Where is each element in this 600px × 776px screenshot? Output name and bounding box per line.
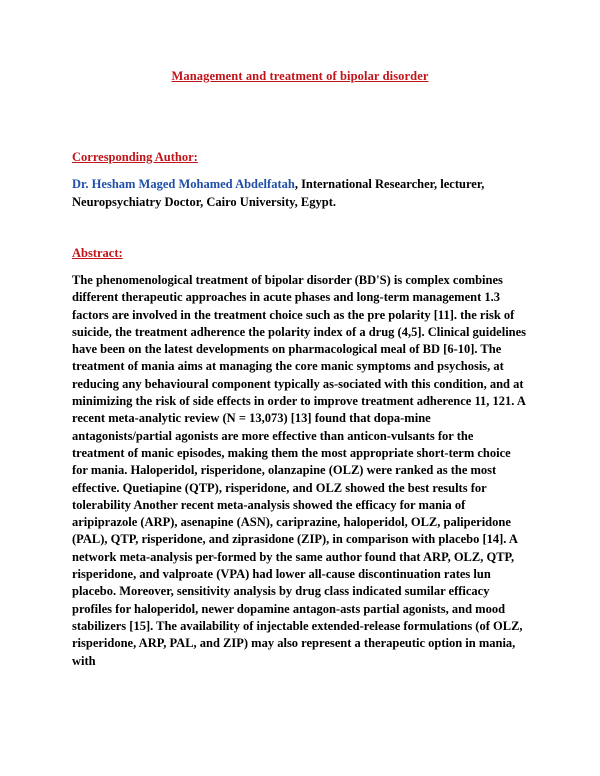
document-title: Management and treatment of bipolar disorder: [171, 69, 429, 83]
author-info: [72, 175, 532, 211]
abstract-text: The phenomenological treatment of bipolar disorder (BD'S) is complex combines different therapeutic approaches in acute phases and long-term management 1.3 factors are involved in the treatment choice such as the pre polarity [11]. the risk of suicide, the treatment adherence the polarity index of a drug (4,5]. Clinical guidelines have been on the latest developments on pharmacological meal of BD [6-10]. The treatment of mania aims at managing the core manic symptoms and psychosis, at reducing any behavioural component typically as-sociated with this condition, and at minimizing the risk of side effects in order to improve treatment adherence 11, 121. A recent meta-analytic review (N = 13,073) [13] found that dopa-mine antagonists/partial agonists are more effective than anticon-vulsants for the treatment of manic episodes, making them the most appropriate short-term choice for mania. Haloperidol, risperidone, olanzapine (OLZ) were ranked as the most effective. Quetiapine (QTP), risperidone, and OLZ showed the best results for tolerability Another recent meta-analysis showed the efficacy for mania of aripiprazole (ARP), asenapine (ASN), cariprazine, haloperidol, OLZ, paliperidone (PAL), QTP, risperidone, and ziprasidone (ZIP), in comparison with placebo [14]. A network meta-analysis per-formed by the same author found that ARP, OLZ, QTP, risperidone, and valproate (VPA) had lower all-cause discontinuation rates lun placebo. Moreover, sensitivity analysis by drug class indicated sumilar efficacy profiles for haloperidol, newer dopamine antagon-asts partial agonists, and mood stabilizers [15]. The availability of injectable extended-release formulations (of OLZ, risperidone, ARP, PAL, and ZIP) may also represent a therapeutic option in mania, with: [72, 273, 527, 668]
author-name: Dr. Hesham Maged Mohamed Abdelfatah: [72, 177, 295, 191]
abstract-heading: Abstract:: [72, 246, 123, 260]
author-affiliation: , International Researcher, lecturer, Neuropsychiatry Doctor, Cairo University, Egypt.: [72, 177, 485, 209]
corresponding-author-heading: Corresponding Author:: [72, 150, 198, 164]
